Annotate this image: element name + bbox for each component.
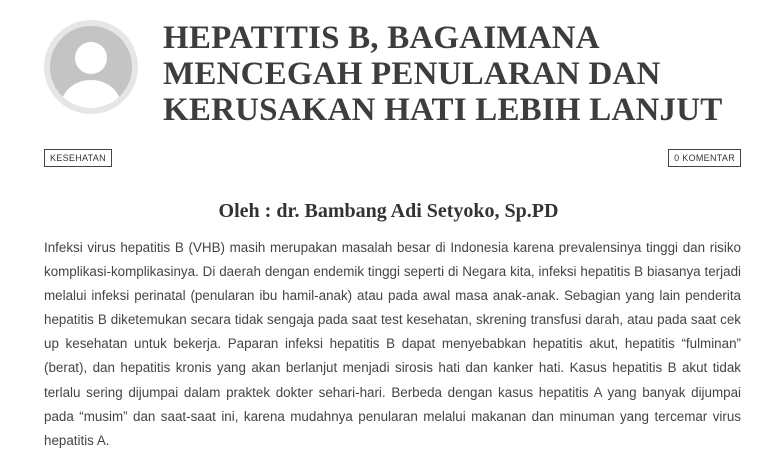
post-title: HEPATITIS B, BAGAIMANA MENCEGAH PENULARAN DAN KERUSAKAN HATI LEBIH LANJUT <box>163 20 723 128</box>
default-user-avatar-icon <box>50 26 132 108</box>
author-byline: Oleh : dr. Bambang Adi Setyoko, Sp.PD <box>218 200 559 222</box>
article-paragraph: Infeksi virus hepatitis B (VHB) masih merupakan masalah besar di Indonesia karena prevalensinya tinggi dan risiko komplikasi-komplikasinya. Di daerah dengan endemik tinggi seperti di Negara kita, infeksi hepatitis B biasanya terjadi melalui infeksi perinatal (penularan ibu hamil-anak) atau pada awal masa anak-anak. Sebagian yang lain penderita hepatitis B diketemukan secara tidak sengaja pada saat test kesehatan, skrening transfusi darah, atau pada saat cek up kesehatan untuk bekerja. Paparan infeksi hepatitis B dapat menyebabkan hepatitis akut, hepatitis “fulminan” (berat), dan hepatitis kronis yang akan berlanjut menjadi sirosis hati dan kanker hati. Kasus hepatitis B akut tidak terlalu sering dijumpai dalam praktek dokter sehari-hari. Berbeda dengan kasus hepatitis A yang banyak dijumpai pada “musim” dan saat-saat ini, karena mudahnya penularan melalui makanan dan minuman yang tercemar virus hepatitis A. <box>44 240 741 448</box>
category-tag-link[interactable]: KESEHATAN <box>44 149 112 167</box>
comments-count-link[interactable]: 0 KOMENTAR <box>668 149 741 167</box>
author-avatar <box>44 20 138 114</box>
